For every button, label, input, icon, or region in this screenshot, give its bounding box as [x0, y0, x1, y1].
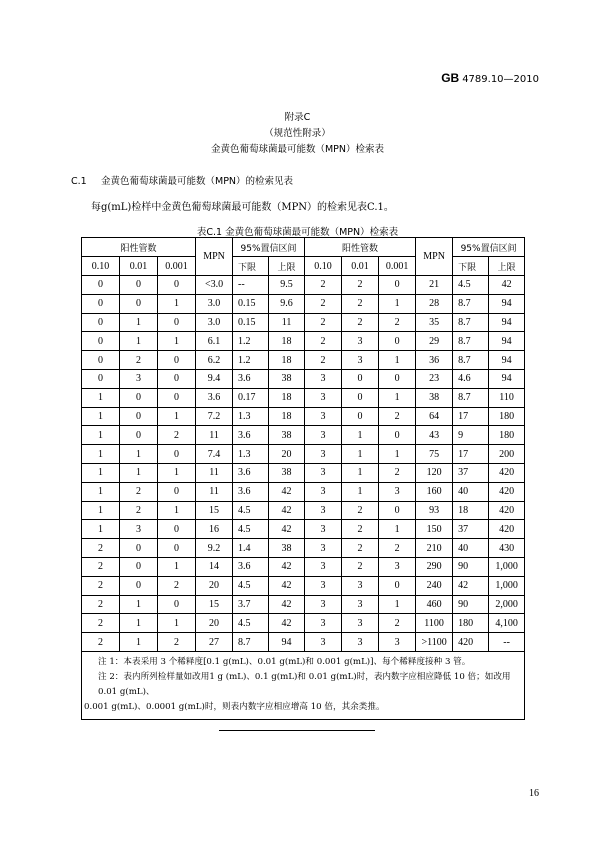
table-cell: 1: [120, 332, 158, 351]
table-cell: 1100: [416, 614, 453, 633]
table-cell: 2: [82, 539, 120, 558]
table-cell: 1: [120, 445, 158, 464]
page-number: 16: [529, 788, 539, 799]
dilution-header: 0.01: [342, 257, 379, 276]
table-cell: 94: [489, 369, 525, 388]
table-cell: 1: [82, 463, 120, 482]
table-cell: 20: [269, 445, 305, 464]
table-cell: 9: [453, 426, 489, 445]
table-cell: 3.6: [233, 463, 269, 482]
ci-header: 95%置信区间: [453, 238, 525, 257]
table-cell: 1: [82, 445, 120, 464]
table-cell: 0: [82, 313, 120, 332]
table-cell: 9.2: [196, 539, 233, 558]
table-cell: 2: [82, 576, 120, 595]
table-cell: 2: [305, 332, 342, 351]
table-cell: 2: [305, 294, 342, 313]
table-cell: 2: [305, 313, 342, 332]
table-cell: 1: [379, 294, 416, 313]
table-cell: 1: [82, 407, 120, 426]
table-cell: 0: [82, 276, 120, 295]
section-title: 金黄色葡萄球菌最可能数（MPN）的检索见表: [101, 176, 294, 187]
positive-tubes-header: 阳性管数: [305, 238, 416, 257]
table-row: [82, 294, 525, 313]
table-header-row: [82, 238, 525, 257]
table-cell: 3: [120, 520, 158, 539]
table-row: [82, 351, 525, 370]
table-cell: 40: [453, 539, 489, 558]
table-cell: --: [489, 633, 525, 652]
table-cell: 2: [305, 276, 342, 295]
annex-type: （规范性附录）: [264, 128, 331, 139]
table-cell: 3: [305, 369, 342, 388]
standard-number: [441, 71, 539, 85]
annex-title: 金黄色葡萄球菌最可能数（MPN）检索表: [210, 144, 385, 155]
table-cell: 0: [120, 426, 158, 445]
table-cell: 1: [158, 463, 196, 482]
dilution-header: 0.10: [82, 257, 120, 276]
table-cell: 0: [82, 332, 120, 351]
table-cell: 9.4: [196, 369, 233, 388]
table-cell: 8.7: [453, 351, 489, 370]
table-cell: 94: [489, 351, 525, 370]
table-cell: 3.0: [196, 313, 233, 332]
upper-limit-header: 上限: [489, 257, 525, 276]
table-cell: 1: [379, 388, 416, 407]
table-cell: 420: [489, 501, 525, 520]
table-cell: 90: [453, 557, 489, 576]
table-cell: 3: [305, 445, 342, 464]
table-cell: 40: [453, 482, 489, 501]
table-cell: 2: [305, 351, 342, 370]
table-cell: 23: [416, 369, 453, 388]
table-cell: 93: [416, 501, 453, 520]
table-cell: 2: [379, 539, 416, 558]
table-cell: 0: [379, 426, 416, 445]
table-cell: 1: [158, 407, 196, 426]
table-cell: 3: [305, 614, 342, 633]
table-cell: 2: [342, 501, 379, 520]
table-cell: 42: [269, 557, 305, 576]
dilution-header: 0.01: [120, 257, 158, 276]
table-row: [82, 332, 525, 351]
table-cell: 1: [82, 426, 120, 445]
table-cell: 1.2: [233, 332, 269, 351]
table-row: [82, 557, 525, 576]
table-cell: 3: [305, 388, 342, 407]
table-cell: 1: [379, 520, 416, 539]
notes-row: [82, 651, 525, 719]
table-cell: 2: [379, 463, 416, 482]
table-cell: 37: [453, 463, 489, 482]
table-cell: 3.7: [233, 595, 269, 614]
table-cell: 94: [489, 294, 525, 313]
table-cell: 42: [269, 614, 305, 633]
table-cell: 1: [342, 482, 379, 501]
table-cell: 20: [196, 614, 233, 633]
table-cell: 4.5: [233, 520, 269, 539]
table-cell: 0: [379, 369, 416, 388]
annex-label: 附录C: [284, 112, 311, 123]
table-cell: 460: [416, 595, 453, 614]
table-cell: 38: [269, 463, 305, 482]
table-cell: 3.6: [233, 369, 269, 388]
table-cell: 0: [120, 539, 158, 558]
table-cell: 0: [379, 501, 416, 520]
table-cell: 1: [158, 557, 196, 576]
table-cell: 42: [269, 576, 305, 595]
table-cell: 0: [379, 576, 416, 595]
table-cell: 42: [453, 576, 489, 595]
table-cell: 43: [416, 426, 453, 445]
table-cell: 37: [453, 520, 489, 539]
table-row: [82, 276, 525, 295]
table-cell: 3: [305, 520, 342, 539]
table-cell: 11: [269, 313, 305, 332]
table-row: [82, 614, 525, 633]
table-cell: 420: [489, 520, 525, 539]
table-row: [82, 576, 525, 595]
table-cell: 42: [269, 501, 305, 520]
mpn-header: MPN: [196, 238, 233, 276]
table-cell: 0: [82, 294, 120, 313]
table-cell: 9.5: [269, 276, 305, 295]
table-cell: 0: [158, 539, 196, 558]
body-paragraph: 每g(mL)检样中金黄色葡萄球菌最可能数（MPN）的检索见表C.1。: [91, 202, 394, 213]
standard-code: 4789.10—2010: [462, 74, 539, 85]
table-cell: 0: [120, 557, 158, 576]
table-row: [82, 482, 525, 501]
table-cell: 4.5: [453, 276, 489, 295]
table-cell: 17: [453, 407, 489, 426]
table-row: [82, 313, 525, 332]
table-cell: 1,000: [489, 557, 525, 576]
table-cell: 2: [120, 351, 158, 370]
table-cell: 240: [416, 576, 453, 595]
table-cell: 0: [342, 407, 379, 426]
table-cell: 0: [120, 576, 158, 595]
table-cell: 18: [269, 351, 305, 370]
table-cell: 27: [196, 633, 233, 652]
table-cell: 0: [379, 332, 416, 351]
table-cell: 38: [269, 539, 305, 558]
table-cell: 8.7: [233, 633, 269, 652]
table-cell: 1.2: [233, 351, 269, 370]
table-cell: 35: [416, 313, 453, 332]
table-cell: 1.3: [233, 407, 269, 426]
table-cell: 2: [82, 614, 120, 633]
table-cell: 36: [416, 351, 453, 370]
table-cell: 42: [269, 482, 305, 501]
table-cell: 1: [82, 482, 120, 501]
table-row: [82, 633, 525, 652]
table-cell: 6.2: [196, 351, 233, 370]
table-cell: 42: [269, 595, 305, 614]
positive-tubes-header: 阳性管数: [82, 238, 196, 257]
table-cell: 9.6: [269, 294, 305, 313]
table-cell: 180: [489, 426, 525, 445]
table-cell: 0.15: [233, 313, 269, 332]
table-cell: 0: [120, 294, 158, 313]
table-cell: 0: [158, 313, 196, 332]
table-cell: 3: [342, 351, 379, 370]
table-cell: 3.6: [196, 388, 233, 407]
table-cell: 0.15: [233, 294, 269, 313]
table-cell: 1: [82, 501, 120, 520]
table-cell: 160: [416, 482, 453, 501]
table-cell: 1,000: [489, 576, 525, 595]
table-row: [82, 520, 525, 539]
table-cell: 0: [158, 388, 196, 407]
table-cell: 0: [342, 369, 379, 388]
table-cell: 1: [342, 426, 379, 445]
table-row: [82, 369, 525, 388]
table-cell: 3: [120, 369, 158, 388]
table-cell: 7.4: [196, 445, 233, 464]
table-cell: 4.5: [233, 576, 269, 595]
table-cell: 4.5: [233, 501, 269, 520]
table-cell: 180: [489, 407, 525, 426]
table-caption: 表C.1 金黄色葡萄球菌最可能数（MPN）检索表: [196, 227, 399, 238]
table-row: [82, 463, 525, 482]
table-cell: 18: [269, 407, 305, 426]
table-cell: 1: [82, 388, 120, 407]
table-cell: 0: [158, 276, 196, 295]
table-cell: 1.4: [233, 539, 269, 558]
table-cell: 0: [158, 369, 196, 388]
table-cell: 8.7: [453, 313, 489, 332]
table-cell: 20: [196, 576, 233, 595]
table-cell: 3: [305, 482, 342, 501]
table-cell: 1: [158, 501, 196, 520]
table-row: [82, 539, 525, 558]
table-cell: 0: [158, 482, 196, 501]
table-cell: 2: [120, 482, 158, 501]
table-cell: 1: [120, 463, 158, 482]
table-cell: 0: [120, 276, 158, 295]
table-row: [82, 407, 525, 426]
table-cell: 2: [379, 407, 416, 426]
mpn-table: [81, 237, 525, 720]
table-cell: 3: [342, 332, 379, 351]
table-cell: 0: [379, 276, 416, 295]
table-cell: 2,000: [489, 595, 525, 614]
table-cell: 75: [416, 445, 453, 464]
table-cell: 3: [379, 482, 416, 501]
table-cell: 1: [120, 633, 158, 652]
table-cell: 1.3: [233, 445, 269, 464]
table-cell: 3: [305, 576, 342, 595]
table-cell: 1: [120, 614, 158, 633]
table-cell: 430: [489, 539, 525, 558]
table-cell: 11: [196, 426, 233, 445]
table-cell: 17: [453, 445, 489, 464]
table-cell: 38: [269, 369, 305, 388]
table-cell: 180: [453, 614, 489, 633]
table-row: [82, 595, 525, 614]
table-cell: 29: [416, 332, 453, 351]
table-cell: 6.1: [196, 332, 233, 351]
table-cell: 110: [489, 388, 525, 407]
table-cell: 2: [342, 276, 379, 295]
table-cell: 2: [342, 520, 379, 539]
table-cell: 0: [158, 520, 196, 539]
standard-prefix: GB: [441, 71, 460, 85]
table-cell: 1: [158, 614, 196, 633]
table-cell: 28: [416, 294, 453, 313]
table-cell: 18: [269, 332, 305, 351]
table-cell: 1: [342, 463, 379, 482]
table-cell: 15: [196, 501, 233, 520]
table-cell: 210: [416, 539, 453, 558]
table-cell: 420: [453, 633, 489, 652]
table-cell: 38: [416, 388, 453, 407]
table-cell: --: [233, 276, 269, 295]
table-cell: 8.7: [453, 294, 489, 313]
footer-rule: [219, 730, 375, 731]
table-cell: 3: [305, 407, 342, 426]
table-cell: 120: [416, 463, 453, 482]
mpn-header: MPN: [416, 238, 453, 276]
table-subheader-row: [82, 257, 525, 276]
table-cell: 0: [342, 388, 379, 407]
table-cell: 3.6: [233, 426, 269, 445]
table-cell: 0: [120, 388, 158, 407]
table-cell: 3: [305, 426, 342, 445]
table-cell: 18: [269, 388, 305, 407]
table-cell: 2: [158, 426, 196, 445]
table-cell: 94: [489, 313, 525, 332]
table-row: [82, 445, 525, 464]
table-cell: 3: [342, 576, 379, 595]
table-cell: 2: [342, 557, 379, 576]
table-cell: 16: [196, 520, 233, 539]
table-cell: 38: [269, 426, 305, 445]
table-cell: 150: [416, 520, 453, 539]
table-cell: 42: [489, 276, 525, 295]
table-cell: 3.6: [233, 557, 269, 576]
table-row: [82, 501, 525, 520]
table-cell: 3: [342, 614, 379, 633]
table-cell: 0: [82, 351, 120, 370]
dilution-header: 0.10: [305, 257, 342, 276]
table-cell: 3: [379, 633, 416, 652]
table-cell: 4,100: [489, 614, 525, 633]
table-cell: 2: [379, 313, 416, 332]
table-cell: 0: [158, 445, 196, 464]
table-cell: 15: [196, 595, 233, 614]
table-cell: 2: [82, 595, 120, 614]
table-cell: 1: [120, 313, 158, 332]
table-cell: 42: [269, 520, 305, 539]
table-cell: 0: [158, 351, 196, 370]
section-number: C.1: [71, 176, 87, 187]
table-cell: 1: [379, 351, 416, 370]
table-cell: 3.0: [196, 294, 233, 313]
table-cell: 2: [158, 576, 196, 595]
table-cell: 2: [379, 614, 416, 633]
table-cell: 3: [342, 633, 379, 652]
table-cell: 3: [305, 501, 342, 520]
note-1: 注 1：本表采用 3 个稀释度[0.1 g(mL)、0.01 g(mL)和 0.001 g(mL)]、每个稀释度接种 3 管。: [98, 656, 471, 667]
table-cell: 90: [453, 595, 489, 614]
table-cell: 420: [489, 482, 525, 501]
table-cell: 0: [158, 595, 196, 614]
note-2-line-1: 注 2：表内所列检样量如改用1 g (mL)、0.1 g(mL)和 0.01 g(mL)时，表内数字应相应降低 10 倍；如改用 0.01 g(mL)、: [98, 671, 511, 697]
table-cell: 2: [82, 633, 120, 652]
table-cell: 0: [120, 407, 158, 426]
table-cell: 11: [196, 482, 233, 501]
table-cell: 200: [489, 445, 525, 464]
note-2-line-2: 0.001 g(mL)、0.0001 g(mL)时，则表内数字应相应增高 10 倍，其余类推。: [84, 701, 385, 712]
table-cell: >1100: [416, 633, 453, 652]
table-cell: 3: [305, 633, 342, 652]
table-cell: 2: [342, 539, 379, 558]
table-cell: 1: [158, 294, 196, 313]
table-cell: 4.5: [233, 614, 269, 633]
table-cell: 11: [196, 463, 233, 482]
table-cell: <3.0: [196, 276, 233, 295]
table-cell: 1: [379, 445, 416, 464]
table-cell: 2: [342, 294, 379, 313]
table-cell: 2: [82, 557, 120, 576]
table-body: [82, 276, 525, 652]
table-cell: 0: [82, 369, 120, 388]
table-cell: 8.7: [453, 332, 489, 351]
table-cell: 290: [416, 557, 453, 576]
table-row: [82, 426, 525, 445]
table-cell: 2: [342, 313, 379, 332]
table-cell: 1: [120, 595, 158, 614]
upper-limit-header: 上限: [269, 257, 305, 276]
section-heading: [71, 173, 293, 187]
table-cell: 3: [305, 595, 342, 614]
table-cell: 64: [416, 407, 453, 426]
table-cell: 7.2: [196, 407, 233, 426]
table-cell: 3.6: [233, 482, 269, 501]
table-cell: 18: [453, 501, 489, 520]
lower-limit-header: 下限: [233, 257, 269, 276]
table-cell: 14: [196, 557, 233, 576]
table-cell: 94: [489, 332, 525, 351]
dilution-header: 0.001: [158, 257, 196, 276]
table-cell: 2: [120, 501, 158, 520]
table-cell: 1: [342, 445, 379, 464]
table-cell: 3: [305, 539, 342, 558]
lower-limit-header: 下限: [453, 257, 489, 276]
table-cell: 8.7: [453, 388, 489, 407]
ci-header: 95%置信区间: [233, 238, 305, 257]
table-cell: 21: [416, 276, 453, 295]
table-cell: 0.17: [233, 388, 269, 407]
table-cell: 3: [305, 557, 342, 576]
table-cell: 420: [489, 463, 525, 482]
table-cell: 1: [82, 520, 120, 539]
table-cell: 1: [158, 332, 196, 351]
dilution-header: 0.001: [379, 257, 416, 276]
table-cell: 3: [379, 557, 416, 576]
table-cell: 3: [342, 595, 379, 614]
table-cell: 94: [269, 633, 305, 652]
table-cell: 2: [158, 633, 196, 652]
table-row: [82, 388, 525, 407]
table-cell: 3: [305, 463, 342, 482]
table-cell: 4.6: [453, 369, 489, 388]
table-cell: 1: [379, 595, 416, 614]
table-notes: [82, 651, 525, 719]
